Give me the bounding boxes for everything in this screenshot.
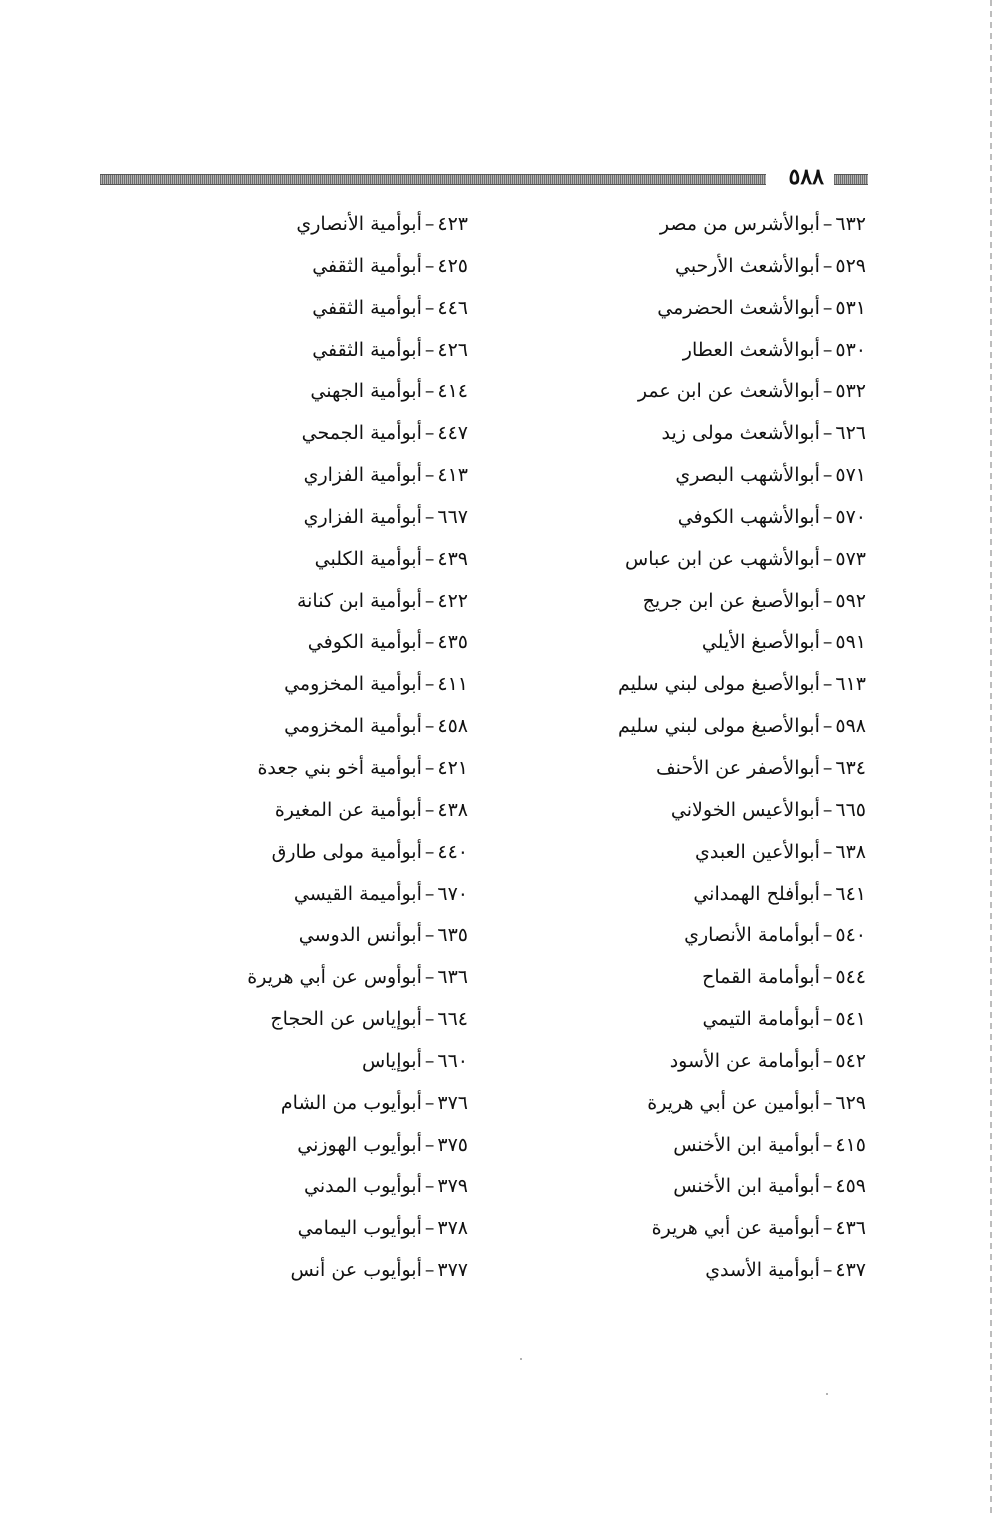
left-column	[148, 204, 468, 1292]
entry-number: ٤٢٦	[437, 338, 468, 361]
entry-number: ٤١٤	[437, 380, 468, 403]
index-entry	[566, 204, 866, 246]
entry-number: ٥٧٣	[835, 547, 866, 570]
entry-number: ٥٤٢	[835, 1049, 866, 1072]
entry-separator: –	[822, 1091, 833, 1114]
scan-binding-edge	[990, 0, 992, 1517]
entry-separator: –	[822, 882, 833, 905]
entry-number: ٦٣٥	[437, 924, 468, 947]
entry-number: ٤٢٥	[437, 254, 468, 277]
entry-separator: –	[822, 380, 833, 403]
entry-name: أبوأنس الدوسي	[298, 924, 422, 947]
entry-name: أبوأيوب المدني	[304, 1175, 422, 1198]
entry-name: أبوأمية ابن كنانة	[296, 589, 422, 612]
index-entry	[566, 915, 866, 957]
entry-name: أبوالأصبغ مولى لبني سليم	[617, 673, 820, 696]
entry-number: ٥٩١	[835, 631, 866, 654]
entry-name: أبوأمية الكوفي	[307, 631, 422, 654]
entry-separator: –	[424, 1091, 435, 1114]
index-entry	[148, 204, 468, 246]
entry-number: ٦٤١	[835, 882, 866, 905]
index-entry	[566, 622, 866, 664]
entry-number: ٥٤٤	[835, 966, 866, 989]
index-entry	[148, 1208, 468, 1250]
entry-number: ٤٢٣	[437, 213, 468, 235]
index-entry	[148, 915, 468, 957]
index-entry	[148, 748, 468, 790]
entry-separator: –	[822, 631, 833, 654]
entry-number: ٤٣٥	[437, 631, 468, 654]
entry-separator: –	[424, 589, 435, 612]
index-entry	[566, 1041, 866, 1083]
page-header	[100, 164, 868, 190]
entry-name: أبوالأشعث مولى زيد	[661, 422, 820, 445]
entry-separator: –	[424, 1049, 435, 1072]
index-entry	[148, 1166, 468, 1208]
index-entry	[566, 330, 866, 372]
index-entry	[148, 1250, 468, 1292]
entry-name: أبوأمية الجمحي	[301, 422, 422, 445]
entry-separator: –	[424, 756, 435, 779]
entry-number: ٦٦٠	[437, 1049, 468, 1072]
entry-number: ٥٤١	[835, 1008, 866, 1031]
page-number: ٥٨٨	[783, 164, 830, 190]
entry-separator: –	[822, 589, 833, 612]
entry-name: أبوأمية الجهني	[310, 380, 422, 403]
entry-separator: –	[424, 631, 435, 654]
index-entry	[566, 539, 866, 581]
entry-separator: –	[822, 756, 833, 779]
entry-number: ٥٢٩	[835, 254, 866, 277]
entry-number: ٤٤٠	[437, 840, 468, 863]
entry-number: ٥٩٢	[835, 589, 866, 612]
entry-name: أبوأمية الثقفي	[312, 296, 422, 319]
entry-separator: –	[424, 1259, 435, 1282]
index-entry	[566, 581, 866, 623]
entry-separator: –	[424, 924, 435, 947]
entry-number: ٥٣٢	[835, 380, 866, 403]
entry-name: أبوالأصبغ عن ابن جريج	[642, 589, 820, 612]
entry-name: أبوأيوب الهوزني	[297, 1133, 422, 1156]
entry-separator: –	[424, 422, 435, 445]
entry-separator: –	[822, 338, 833, 361]
index-entry	[566, 1208, 866, 1250]
index-entry	[148, 832, 468, 874]
entry-name: أبوالأشعث الحضرمي	[657, 296, 820, 319]
entry-separator: –	[424, 380, 435, 403]
entry-name: أبوأمامة الأنصاري	[684, 924, 820, 947]
entry-number: ٣٧٦	[437, 1091, 468, 1114]
entry-separator: –	[424, 213, 435, 235]
entry-name: أبوأمية عن أبي هريرة	[651, 1217, 820, 1240]
entry-separator: –	[424, 798, 435, 821]
entry-number: ٦٣٢	[835, 213, 866, 235]
entry-separator: –	[822, 254, 833, 277]
entry-name: أبوأمامة القماح	[702, 966, 820, 989]
entry-separator: –	[424, 882, 435, 905]
entry-separator: –	[822, 798, 833, 821]
index-entry	[566, 832, 866, 874]
index-entry	[566, 999, 866, 1041]
entry-name: أبوالأصبغ مولى لبني سليم	[617, 715, 820, 738]
index-entry	[148, 330, 468, 372]
entry-number: ٥٧٠	[835, 505, 866, 528]
index-entry	[148, 581, 468, 623]
entry-number: ٤٥٨	[437, 715, 468, 738]
entry-separator: –	[822, 505, 833, 528]
entry-number: ٤٢١	[437, 756, 468, 779]
entry-name: أبوأمية الفزاري	[303, 464, 422, 487]
entry-name: أبوأمية الفزاري	[303, 505, 422, 528]
index-entry	[148, 288, 468, 330]
entry-name: أبوأمية الكلبي	[314, 547, 422, 570]
index-entry	[566, 1166, 866, 1208]
index-entry	[566, 455, 866, 497]
entry-name: أبوأمية الأسدي	[705, 1259, 820, 1282]
entry-name: أبوأمية المخزومي	[284, 715, 422, 738]
entry-number: ٤٣٩	[437, 547, 468, 570]
index-entry	[566, 371, 866, 413]
entry-name: أبوأمية الثقفي	[312, 338, 422, 361]
index-entry	[566, 1250, 866, 1292]
entry-separator: –	[822, 1008, 833, 1031]
entry-name: أبوأمية عن المغيرة	[274, 798, 422, 821]
entry-separator: –	[424, 1008, 435, 1031]
entry-name: أبوإياس عن الحجاج	[270, 1008, 422, 1031]
index-entry	[566, 246, 866, 288]
entry-separator: –	[424, 547, 435, 570]
index-entry	[148, 1125, 468, 1167]
index-entry	[566, 874, 866, 916]
index-entry	[566, 790, 866, 832]
entry-name: أبوأمية مولى طارق	[271, 840, 422, 863]
entry-number: ٤٥٩	[835, 1175, 866, 1198]
header-rule	[100, 174, 766, 185]
entry-name: أبوأمية ابن الأخنس	[673, 1133, 820, 1156]
entry-name: أبوأميمة القيسي	[293, 882, 422, 905]
scan-speck	[520, 1358, 522, 1360]
entry-number: ٤١٣	[437, 464, 468, 487]
index-entry	[566, 413, 866, 455]
entry-name: أبوأمية المخزومي	[284, 673, 422, 696]
entry-name: أبوالأشهب البصري	[675, 464, 820, 487]
entry-separator: –	[424, 338, 435, 361]
entry-name: أبوالأشعث عن ابن عمر	[637, 380, 820, 403]
entry-separator: –	[424, 1133, 435, 1156]
entry-number: ٥٩٨	[835, 715, 866, 738]
entry-name: أبوأمين عن أبي هريرة	[647, 1091, 820, 1114]
index-entry	[148, 413, 468, 455]
entry-separator: –	[424, 464, 435, 487]
entry-separator: –	[424, 673, 435, 696]
entry-number: ٦٦٧	[437, 505, 468, 528]
entry-separator: –	[822, 1259, 833, 1282]
entry-separator: –	[424, 1217, 435, 1240]
entry-name: أبوأيوب اليمامي	[297, 1217, 422, 1240]
entry-number: ٦٧٠	[437, 882, 468, 905]
entry-separator: –	[822, 840, 833, 863]
entry-name: أبوأيوب عن أنس	[290, 1259, 422, 1282]
entry-number: ٥٣١	[835, 296, 866, 319]
index-entry	[566, 706, 866, 748]
index-entry	[148, 539, 468, 581]
entry-separator: –	[822, 966, 833, 989]
entry-number: ٥٤٠	[835, 924, 866, 947]
entry-number: ٤٣٨	[437, 798, 468, 821]
entry-number: ٥٣٠	[835, 338, 866, 361]
entry-separator: –	[424, 505, 435, 528]
index-entry	[148, 622, 468, 664]
index-entry	[148, 957, 468, 999]
entry-separator: –	[424, 1175, 435, 1198]
index-entry	[148, 1083, 468, 1125]
entry-separator: –	[822, 1049, 833, 1072]
entry-name: أبوأمامة عن الأسود	[669, 1049, 820, 1072]
entry-name: أبوالأشهب الكوفي	[677, 505, 820, 528]
entry-name: أبوأمية الأنصاري	[296, 213, 422, 235]
entry-number: ٦٢٦	[835, 422, 866, 445]
entry-number: ٥٧١	[835, 464, 866, 487]
index-entry	[148, 246, 468, 288]
header-rule-short	[834, 174, 868, 185]
index-entry	[148, 706, 468, 748]
index-entry	[148, 455, 468, 497]
entry-separator: –	[424, 840, 435, 863]
entry-separator: –	[424, 254, 435, 277]
entry-number: ٤٤٧	[437, 422, 468, 445]
entry-separator: –	[822, 464, 833, 487]
index-entry	[566, 497, 866, 539]
index-entry	[566, 664, 866, 706]
entry-name: أبوأمامة التيمي	[702, 1008, 820, 1031]
scan-speck	[826, 1393, 828, 1395]
entry-number: ٦٣٨	[835, 840, 866, 863]
index-entry	[566, 1083, 866, 1125]
entry-number: ٦٣٦	[437, 966, 468, 989]
entry-name: أبوأمية أخو بني جعدة	[257, 756, 422, 779]
index-entry	[148, 790, 468, 832]
entry-number: ٦١٣	[835, 673, 866, 696]
entry-number: ٣٧٩	[437, 1175, 468, 1198]
index-entry	[566, 1125, 866, 1167]
entry-separator: –	[822, 213, 833, 235]
index-entry	[566, 957, 866, 999]
entry-separator: –	[822, 1133, 833, 1156]
entry-name: أبوالأشعث الأرحبي	[674, 254, 820, 277]
entry-separator: –	[424, 966, 435, 989]
right-column	[566, 204, 866, 1292]
index-entry	[148, 999, 468, 1041]
entry-number: ٤٤٦	[437, 296, 468, 319]
entry-name: أبوالأصبغ الأيلي	[701, 631, 820, 654]
index-entry	[148, 1041, 468, 1083]
entry-name: أبوالأعيس الخولاني	[670, 798, 820, 821]
entry-name: أبوأوس عن أبي هريرة	[247, 966, 422, 989]
entry-separator: –	[822, 422, 833, 445]
entry-number: ٣٧٥	[437, 1133, 468, 1156]
entry-name: أبوالأشهب عن ابن عباس	[625, 547, 820, 570]
entry-separator: –	[822, 547, 833, 570]
entry-number: ٣٧٨	[437, 1217, 468, 1240]
entry-separator: –	[822, 1175, 833, 1198]
entry-name: أبوالأشرس من مصر	[659, 213, 820, 235]
entry-name: أبوالأشعث العطار	[682, 338, 820, 361]
entry-separator: –	[424, 296, 435, 319]
entry-number: ٦٦٤	[437, 1008, 468, 1031]
entry-number: ٤١١	[437, 673, 468, 696]
entry-name: أبوأفلح الهمداني	[693, 882, 820, 905]
entry-number: ٤١٥	[835, 1133, 866, 1156]
entry-number: ٦٦٥	[835, 798, 866, 821]
entry-separator: –	[822, 715, 833, 738]
entry-name: أبوأمية ابن الأخنس	[673, 1175, 820, 1198]
entry-number: ٤٣٧	[835, 1259, 866, 1282]
entry-number: ٤٣٦	[835, 1217, 866, 1240]
entry-name: أبوالأعين العبدي	[694, 840, 820, 863]
entry-name: أبوالأصفر عن الأحنف	[656, 756, 820, 779]
index-entry	[148, 497, 468, 539]
entry-name: أبوأمية الثقفي	[312, 254, 422, 277]
index-entry	[148, 664, 468, 706]
entry-name: أبوإياس	[361, 1049, 422, 1072]
entry-number: ٦٣٤	[835, 756, 866, 779]
index-entry	[566, 748, 866, 790]
entry-separator: –	[822, 1217, 833, 1240]
entry-separator: –	[822, 673, 833, 696]
index-entry	[148, 874, 468, 916]
entry-name: أبوأيوب من الشام	[280, 1091, 422, 1114]
entry-separator: –	[822, 296, 833, 319]
entry-number: ٦٢٩	[835, 1091, 866, 1114]
index-entry	[566, 288, 866, 330]
entry-number: ٣٧٧	[437, 1259, 468, 1282]
entry-separator: –	[822, 924, 833, 947]
entry-separator: –	[424, 715, 435, 738]
entry-number: ٤٢٢	[437, 589, 468, 612]
index-entry	[148, 371, 468, 413]
